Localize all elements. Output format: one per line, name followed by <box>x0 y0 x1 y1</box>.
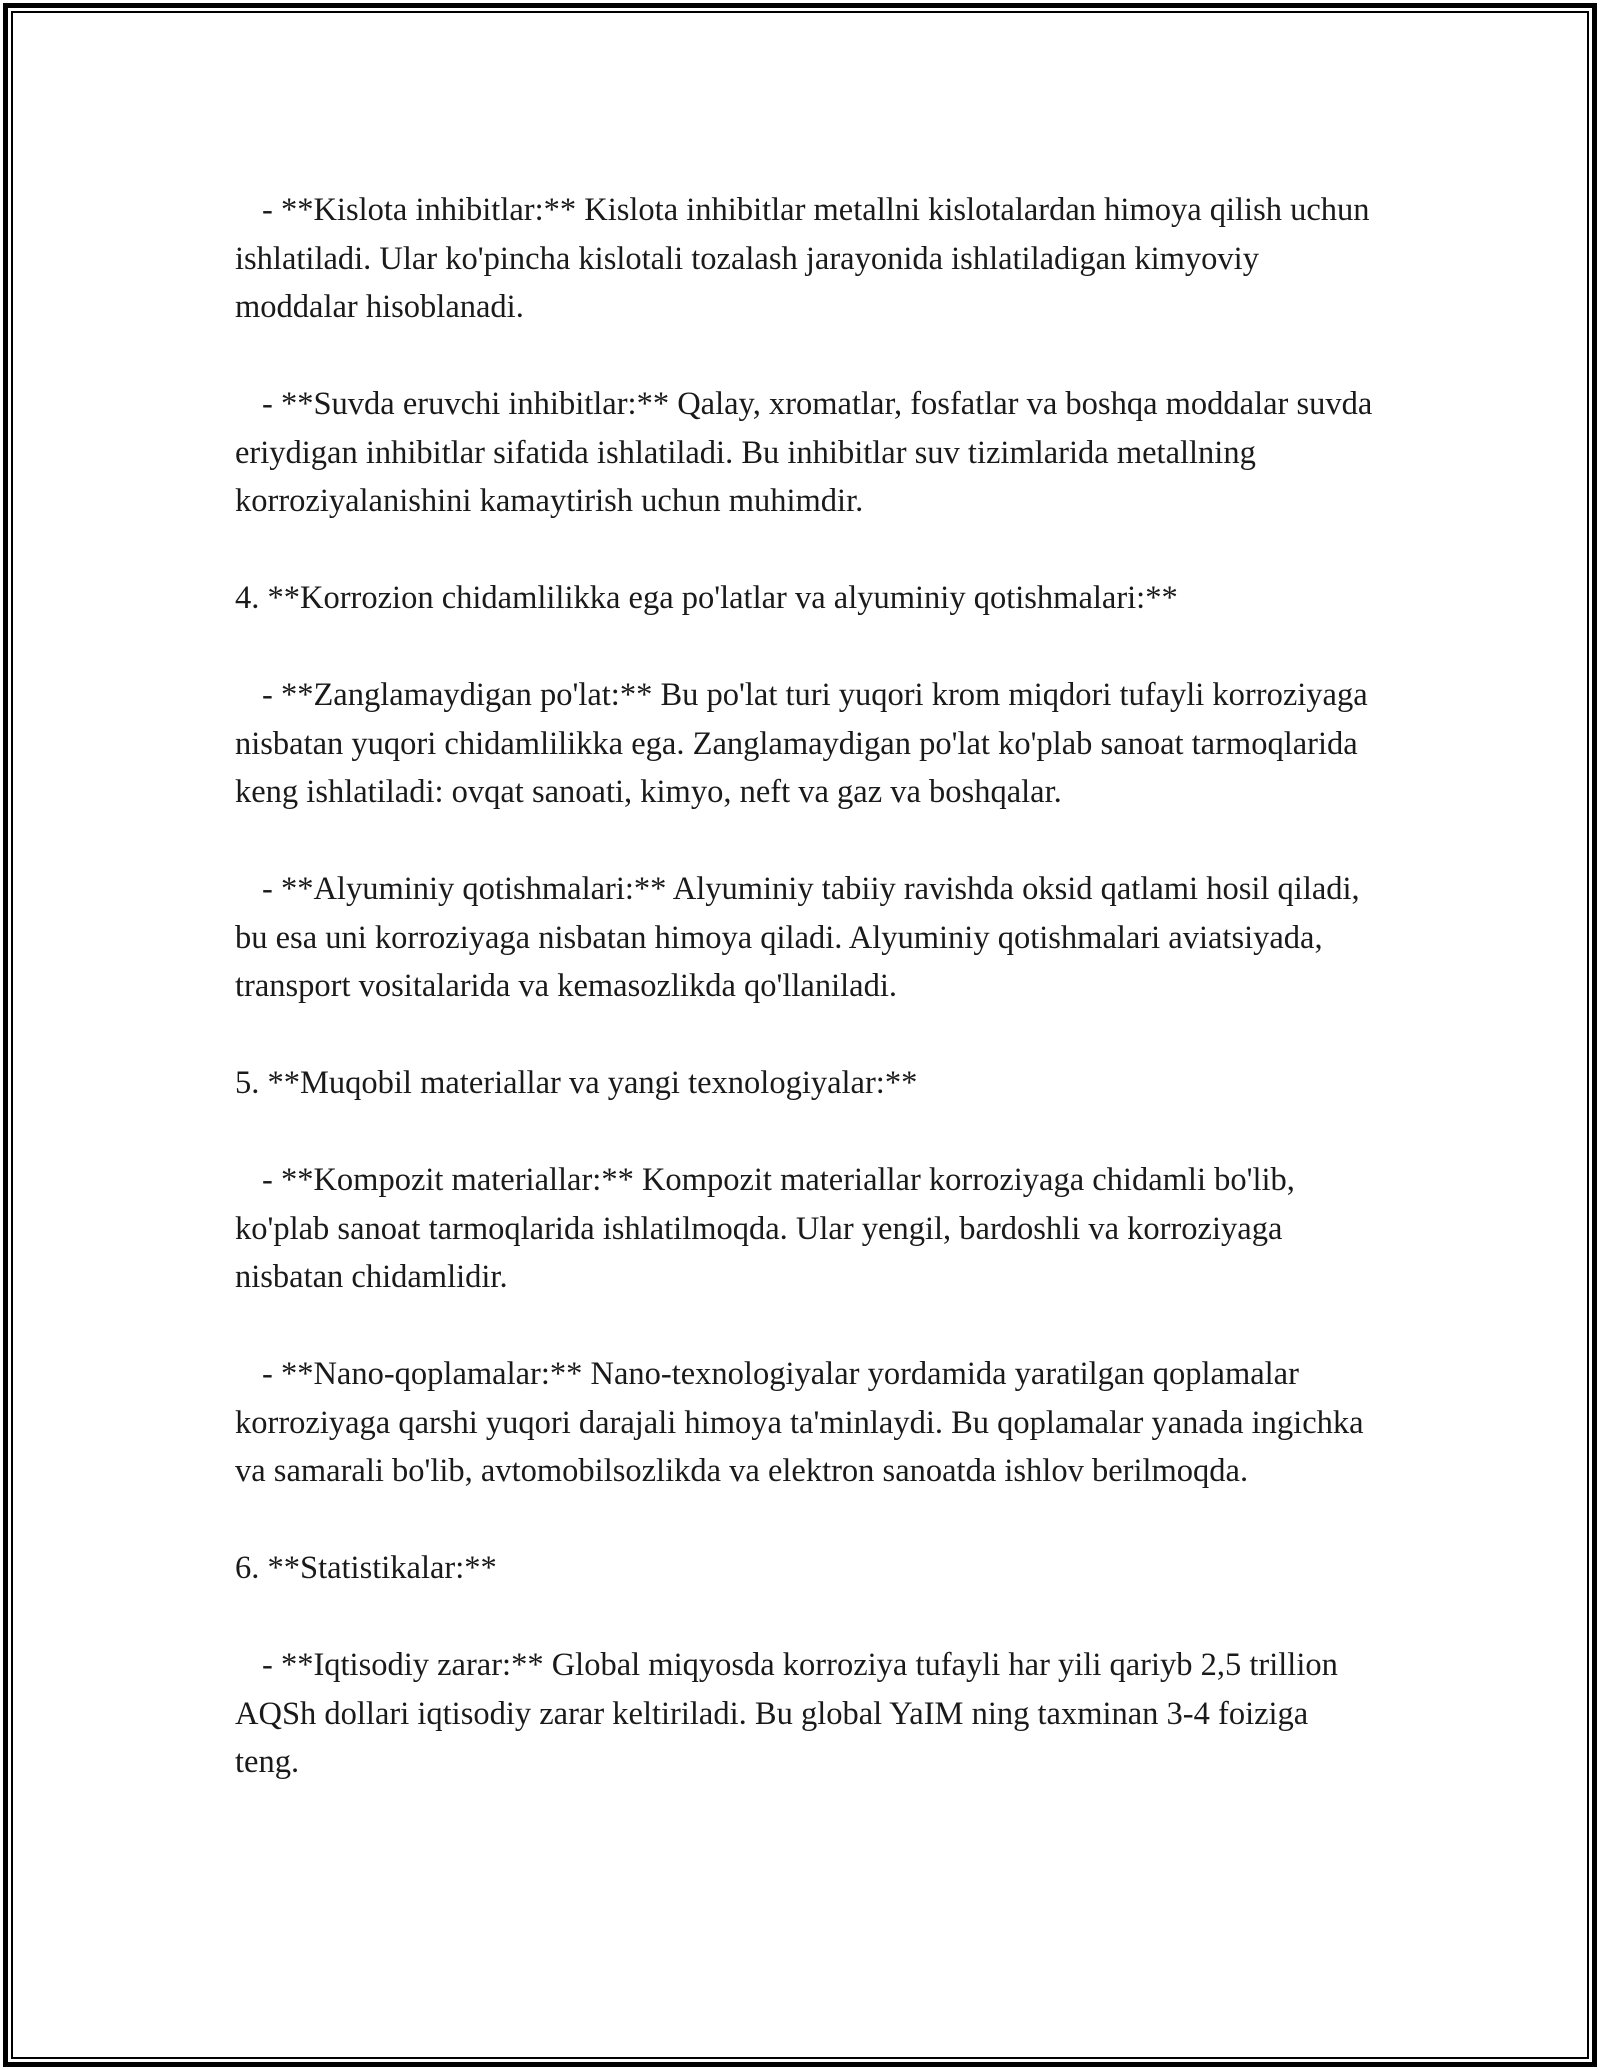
bullet-kompozit-materiallar: - **Kompozit materiallar:** Kompozit materiallar korroziyaga chidamli bo'lib, ko'plab sanoat tarmoqlarida ishlatilmoqda. Ular yengil, bardoshli va korroziyaga nisbatan chidamlidir. <box>235 1162 1295 1295</box>
bullet-zanglamaydigan-polat: - **Zanglamaydigan po'lat:** Bu po'lat turi yuqori krom miqdori tufayli korroziyaga nisbatan yuqori chidamlilikka ega. Zanglamaydigan po'lat ko'plab sanoat tarmoqlarida keng ishlatiladi: ovqat sanoati, kimyo, neft va gaz va boshqalar. <box>235 677 1368 810</box>
section-heading-5: 5. **Muqobil materiallar va yangi texnologiyalar:** <box>235 1065 918 1101</box>
bullet-alyuminiy-qotishmalari: - **Alyuminiy qotishmalari:** Alyuminiy tabiiy ravishda oksid qatlami hosil qiladi, bu esa uni korroziyaga nisbatan himoya qiladi. Alyuminiy qotishmalari aviatsiyada, transport vositalarida va kemasozlikda qo'llaniladi. <box>235 871 1360 1004</box>
section-heading-4: 4. **Korrozion chidamlilikka ega po'latlar va alyuminiy qotishmalari:** <box>235 580 1178 616</box>
bullet-suvda-eruvchi-inhibitlar: - **Suvda eruvchi inhibitlar:** Qalay, xromatlar, fosfatlar va boshqa moddalar suvda eriydigan inhibitlar sifatida ishlatiladi. Bu inhibitlar suv tizimlarida metallning korroziyalanishini kamaytirish uchun muhimdir. <box>235 386 1373 519</box>
bullet-iqtisodiy-zarar: - **Iqtisodiy zarar:** Global miqyosda korroziya tufayli har yili qariyb 2,5 trillion AQSh dollari iqtisodiy zarar keltiriladi. Bu global YaIM ning taxminan 3-4 foiziga teng. <box>235 1647 1338 1780</box>
bullet-nano-qoplamalar: - **Nano-qoplamalar:** Nano-texnologiyalar yordamida yaratilgan qoplamalar korroziyaga qarshi yuqori darajali himoya ta'minlaydi. Bu qoplamalar yanada ingichka va samarali bo'lib, avtomobilsozlikda va elektron sanoatda ishlov berilmoqda. <box>235 1356 1364 1489</box>
bullet-kislota-inhibitlar: - **Kislota inhibitlar:** Kislota inhibitlar metallni kislotalardan himoya qilish uchun ishlatiladi. Ular ko'pincha kislotali tozalash jarayonida ishlatiladigan kimyoviy moddalar hisoblanadi. <box>235 192 1370 325</box>
document-body <box>235 186 1375 1835</box>
section-heading-6: 6. **Statistikalar:** <box>235 1550 497 1586</box>
